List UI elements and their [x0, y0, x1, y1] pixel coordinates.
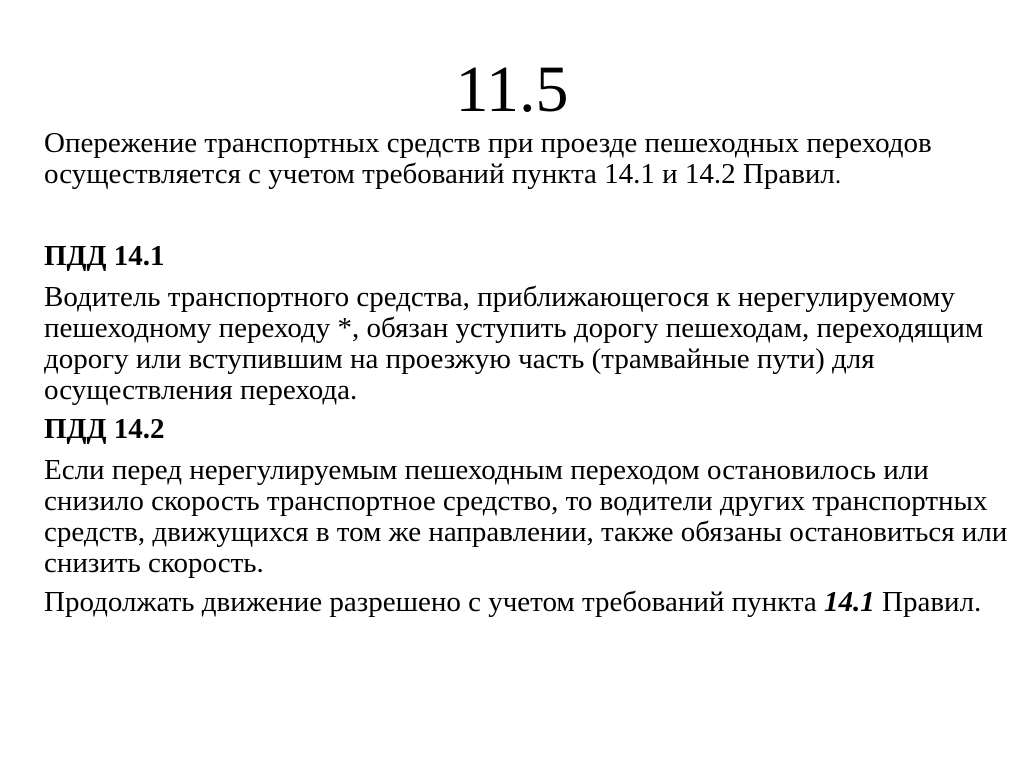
continuation-paragraph	[44, 587, 1012, 618]
rule-14-2-heading: ПДД 14.2	[44, 413, 165, 445]
slide-content	[44, 128, 1012, 618]
intro-paragraph	[44, 128, 1012, 191]
continuation-end: Правил.	[874, 586, 982, 618]
rule-14-2-text: Если перед нерегулируемым пешеходным переходом остановилось или снизило скорость транспортное средство, то водители других транспортных средств, движущихся в том же направлении, также обязаны остановиться или снизить скорость.	[44, 454, 1008, 579]
rule-14-1-text: Водитель транспортного средства, приближающегося к нерегулируемому пешеходному переходу *, обязан уступить дорогу пешеходам, переходящим дорогу или вступившим на проезжую часть (трамвайные пути) для осуществления перехода.	[44, 281, 984, 406]
slide-title: 11.5	[455, 53, 569, 126]
rule-reference: 14.1	[824, 586, 875, 618]
rule-14-1-heading: ПДД 14.1	[44, 240, 165, 272]
intro-period: .	[834, 162, 842, 189]
intro-text: Опережение транспортных средств при проезде пешеходных переходов осуществляется с учетом требований пункта 14.1 и 14.2 Правил	[44, 127, 932, 190]
continuation-text: Продолжать движение разрешено с учетом требований пункта	[44, 586, 817, 618]
